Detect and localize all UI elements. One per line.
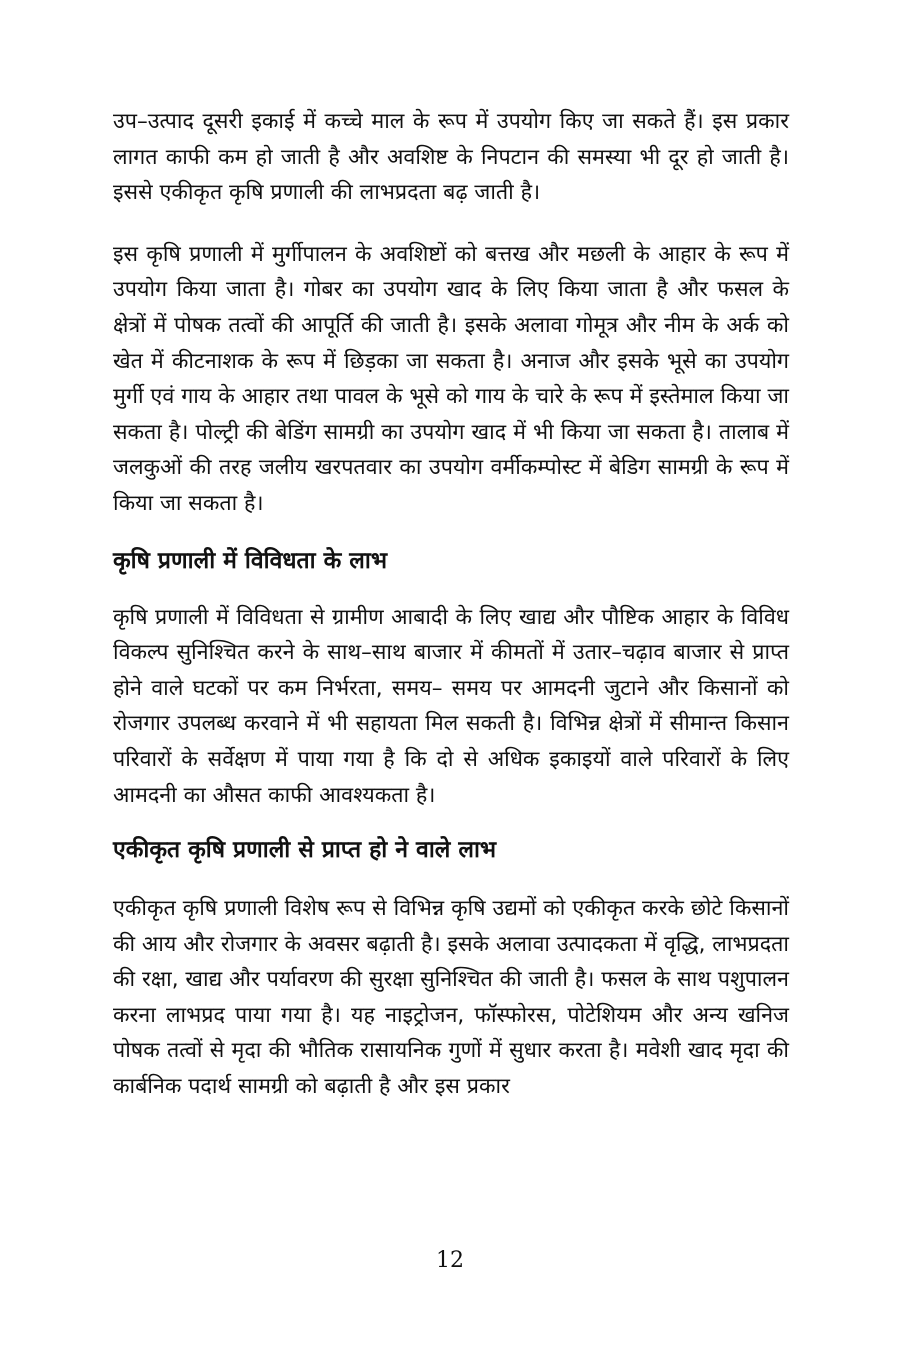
page-number: 12	[436, 1248, 464, 1273]
page-content	[113, 104, 789, 1105]
section-heading-integrated-benefits: एकीकृत कृषि प्रणाली से प्राप्त हो ने वाले लाभ	[113, 837, 497, 864]
paragraph-integrated-farming: एकीकृत कृषि प्रणाली विशेष रूप से विभिन्न कृषि उद्यमों को एकीकृत करके छोटे किसानों की आय और रोजगार के अवसर बढ़ाती है। इसके अलावा उत्पादकता में वृद्धि, लाभप्रदता की रक्षा, खाद्य और पर्यावरण की सुरक्षा सुनिश्चित की जाती है। फसल के साथ पशुपालन करना लाभप्रद पाया गया है। यह नाइट्रोजन, फॉस्फोरस, पोटेशियम और अन्य खनिज पोषक तत्वों से मृदा की भौतिक रासायनिक गुणों में सुधार करता है। मवेशी खाद मृदा की कार्बनिक पदार्थ सामग्री को बढ़ाती है और इस प्रकार	[113, 896, 789, 1100]
paragraph-diversity: कृषि प्रणाली में विविधता से ग्रामीण आबादी के लिए खाद्य और पौष्टिक आहार के विविध विकल्प सुनिश्चित करने के साथ–साथ बाजार में कीमतों में उतार–चढ़ाव बाजार से प्राप्त होने वाले घटकों पर कम निर्भरता, समय– समय पर आमदनी जुटाने और किसानों को रोजगार उपलब्ध करवाने में भी सहायता मिल सकती है। विभिन्न क्षेत्रों में सीमान्त किसान परिवारों के सर्वेक्षण में पाया गया है कि दो से अधिक इकाइयों वाले परिवारों के लिए आमदनी का औसत काफी आवश्यकता है।	[113, 604, 789, 808]
paragraph-residue-use: इस कृषि प्रणाली में मुर्गीपालन के अवशिष्टों को बत्तख और मछली के आहार के रूप में उपयोग किया जाता है। गोबर का उपयोग खाद के लिए किया जाता है और फसल के क्षेत्रों में पोषक तत्वों की आपूर्ति की जाती है। इसके अलावा गोमूत्र और नीम के अर्क को खेत में कीटनाशक के रूप में छिड़का जा सकता है। अनाज और इसके भूसे का उपयोग मुर्गी एवं गाय के आहार तथा पावल के भूसे को गाय के चारे के रूप में इस्तेमाल किया जा सकता है। पोल्ट्री की बेडिंग सामग्री का उपयोग खाद में भी किया जा सकता है। तालाब में जलकुओं की तरह जलीय खरपतवार का उपयोग वर्मीकम्पोस्ट में बेडिग सामग्री के रूप में किया जा सकता है।	[113, 241, 789, 516]
section-heading-diversity-benefits: कृषि प्रणाली में विविधता के लाभ	[113, 547, 388, 574]
paragraph-byproducts: उप–उत्पाद दूसरी इकाई में कच्चे माल के रूप में उपयोग किए जा सकते हैं। इस प्रकार लागत काफी कम हो जाती है और अवशिष्ट के निपटान की समस्या भी दूर हो जाती है। इससे एकीकृत कृषि प्रणाली की लाभप्रदता बढ़ जाती है।	[113, 109, 789, 206]
